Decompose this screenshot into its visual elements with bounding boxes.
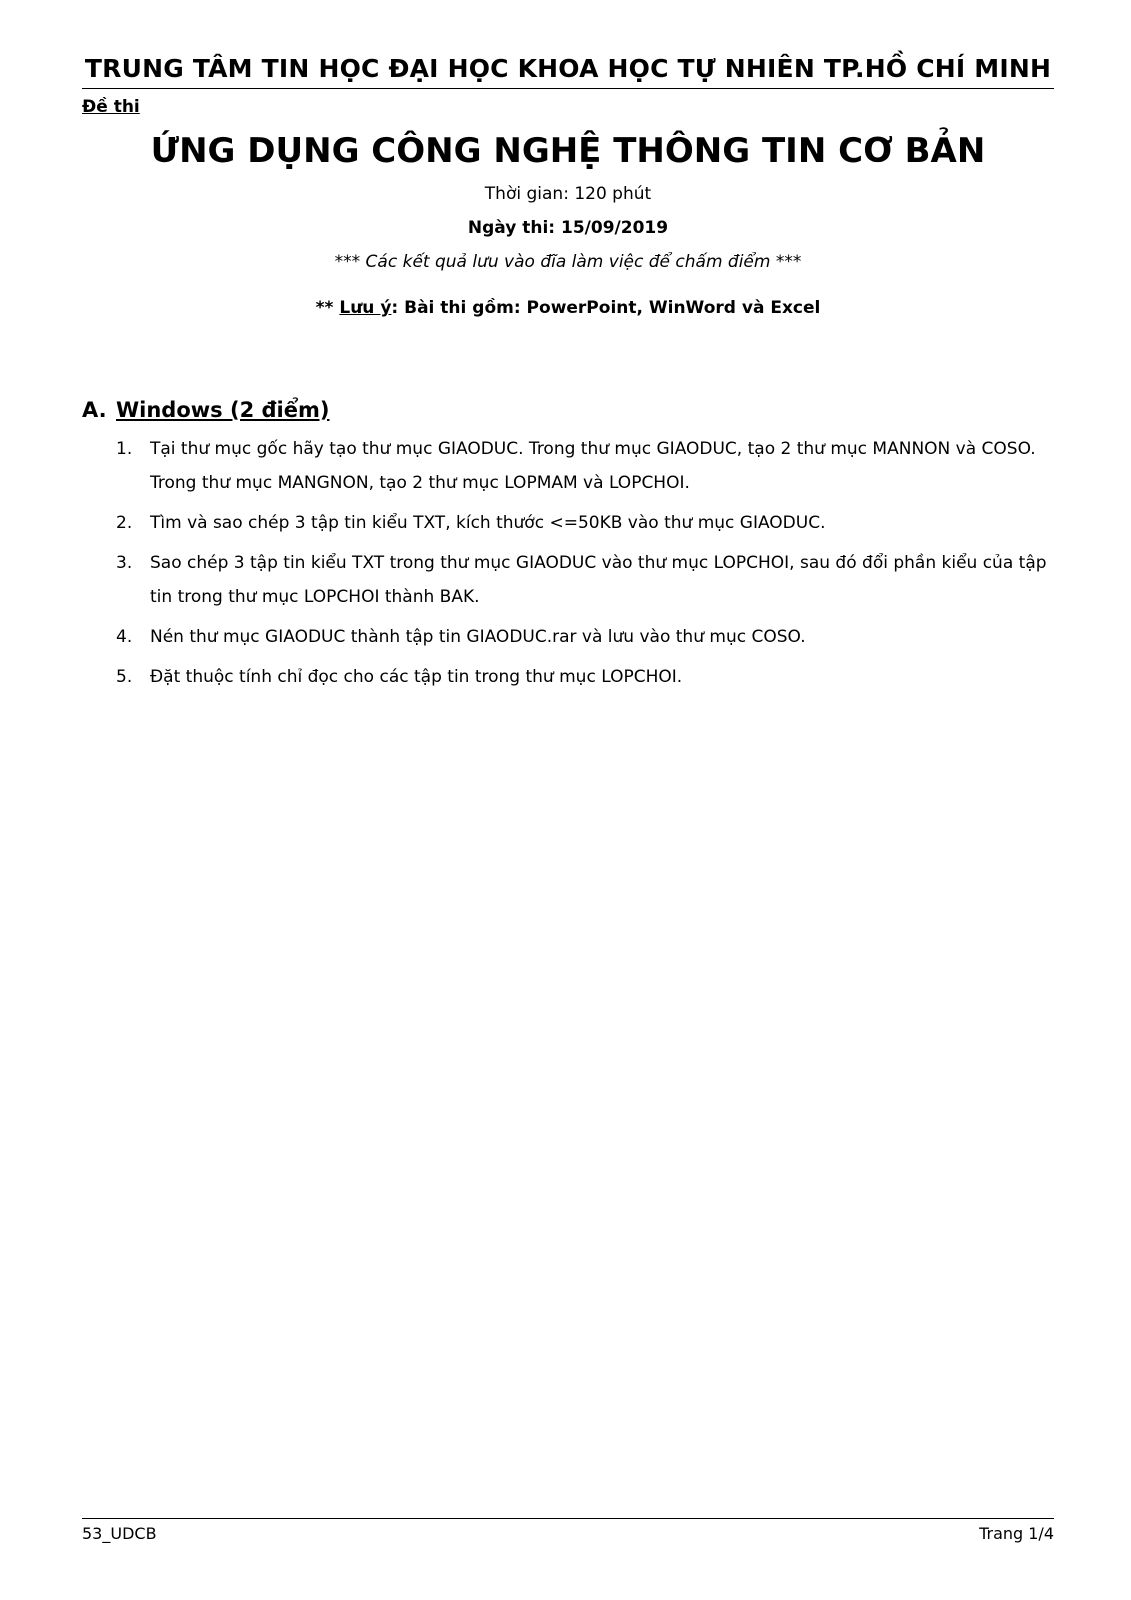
notice-text: : Bài thi gồm: PowerPoint, WinWord và Excel [391, 298, 821, 318]
task-number: 1. [116, 439, 133, 459]
list-item [116, 620, 1056, 654]
list-item [116, 660, 1056, 694]
list-item [116, 432, 1056, 500]
task-text: Sao chép 3 tập tin kiểu TXT trong thư mục GIAODUC vào thư mục LOPCHOI, sau đó đổi phần kiểu của tập tin trong thư mục LOPCHOI thành BAK. [150, 553, 1047, 607]
exam-title: ỨNG DỤNG CÔNG NGHỆ THÔNG TIN CƠ BẢN [150, 131, 986, 171]
task-text: Nén thư mục GIAODUC thành tập tin GIAODUC.rar và lưu vào thư mục COSO. [150, 627, 806, 647]
exam-duration: Thời gian: 120 phút [484, 184, 652, 204]
save-instruction: *** Các kết quả lưu vào đĩa làm việc để chấm điểm *** [334, 252, 802, 272]
task-number: 3. [116, 553, 133, 573]
task-list [116, 432, 1056, 700]
section-a-title: Windows (2 điểm) [116, 398, 330, 422]
task-number: 5. [116, 667, 133, 687]
notice-label: Lưu ý [339, 298, 392, 318]
notice-prefix: ** [315, 298, 340, 318]
list-item [116, 546, 1056, 614]
institution-header: TRUNG TÂM TIN HỌC ĐẠI HỌC KHOA HỌC TỰ NHIÊN TP.HỒ CHÍ MINH [84, 54, 1052, 83]
list-item [116, 506, 1056, 540]
task-number: 2. [116, 513, 133, 533]
exam-date: Ngày thi: 15/09/2019 [467, 218, 669, 238]
section-a-heading [82, 398, 329, 422]
footer-page-number: Trang 1/4 [979, 1524, 1054, 1543]
task-text: Tại thư mục gốc hãy tạo thư mục GIAODUC. Trong thư mục GIAODUC, tạo 2 thư mục MANNON và COSO. Trong thư mục MANGNON, tạo 2 thư mục LOPMAM và LOPCHOI. [150, 439, 1036, 493]
document-type-label: Đề thi [82, 97, 140, 117]
exam-notice [82, 298, 1054, 318]
section-a-letter: A. [82, 398, 107, 422]
header-divider [82, 88, 1054, 89]
task-text: Đặt thuộc tính chỉ đọc cho các tập tin trong thư mục LOPCHOI. [150, 667, 683, 687]
task-number: 4. [116, 627, 133, 647]
footer-exam-code: 53_UDCB [82, 1524, 157, 1543]
footer-divider [82, 1518, 1054, 1519]
task-text: Tìm và sao chép 3 tập tin kiểu TXT, kích thước <=50KB vào thư mục GIAODUC. [150, 513, 826, 533]
